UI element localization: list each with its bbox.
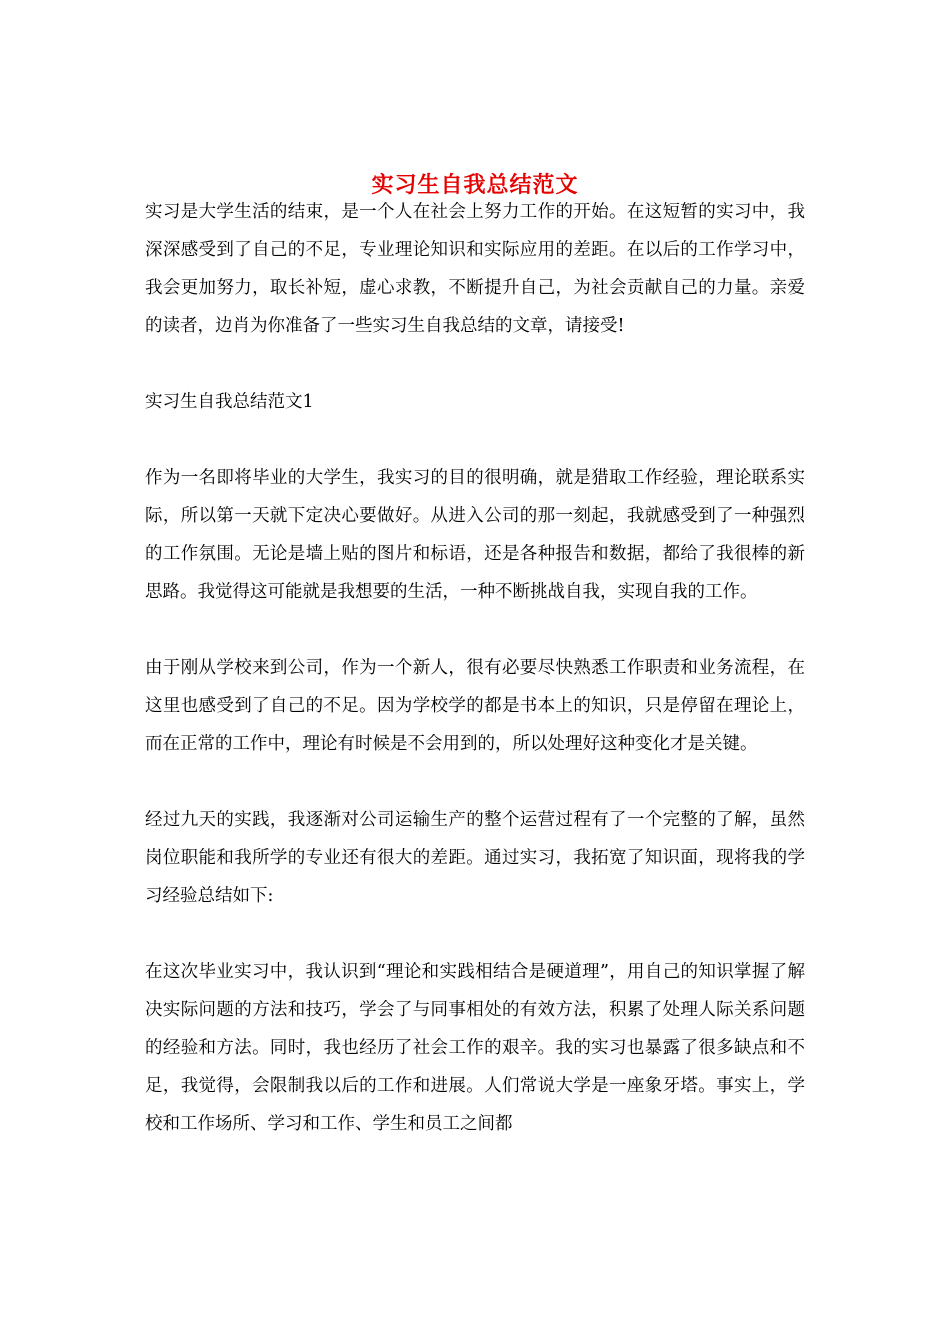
- paragraph-intro: 实习是大学生活的结束，是一个人在社会上努力工作的开始。在这短暂的实习中，我深深感受到了自己的不足，专业理论知识和实际应用的差距。在以后的工作学习中，我会更加努力，取长补短，虚心求教，不断提升自己，为社会贡献自己的力量。亲爱的读者，边肖为你准备了一些实习生自我总结的文章，请接受!: [145, 202, 805, 336]
- paragraph-4: 在这次毕业实习中，我认识到“理论和实践相结合是硬道理”，用自己的知识掌握了解决实际问题的方法和技巧，学会了与同事相处的有效方法，积累了处理人际关系问题的经验和方法。同时，我也经历了社会工作的艰辛。我的实习也暴露了很多缺点和不足，我觉得，会限制我以后的工作和进展。人们常说大学是一座象牙塔。事实上，学校和工作场所、学习和工作、学生和员工之间都: [145, 962, 805, 1134]
- paragraph-spacer: [145, 915, 805, 953]
- paragraph-2: 由于刚从学校来到公司，作为一个新人，很有必要尽快熟悉工作职责和业务流程，在这里也感受到了自己的不足。因为学校学的都是书本上的知识，只是停留在理论上，而在正常的工作中，理论有时候是不会用到的，所以处理好这种变化才是关键。: [145, 658, 805, 754]
- paragraph-3: 经过九天的实践，我逐渐对公司运输生产的整个运营过程有了一个完整的了解，虽然岗位职能和我所学的专业还有很大的差距。通过实习，我拓宽了知识面，现将我的学习经验总结如下:: [145, 810, 805, 906]
- document-title: 实习生自我总结范文: [371, 171, 579, 198]
- paragraph-1: 作为一名即将毕业的大学生，我实习的目的很明确，就是猎取工作经验，理论联系实际，所以第一天就下定决心要做好。从进入公司的那一刻起，我就感受到了一种强烈的工作氛围。无论是墙上贴的图片和标语，还是各种报告和数据，都给了我很棒的新思路。我觉得这可能就是我想要的生活，一种不断挑战自我，实现自我的工作。: [145, 468, 805, 602]
- paragraph-spacer: [145, 345, 805, 383]
- paragraph-spacer: [145, 763, 805, 801]
- paragraph-spacer: [145, 421, 805, 459]
- section-heading: 实习生自我总结范文1: [145, 392, 314, 412]
- paragraph-spacer: [145, 611, 805, 649]
- document-body: [145, 193, 805, 1143]
